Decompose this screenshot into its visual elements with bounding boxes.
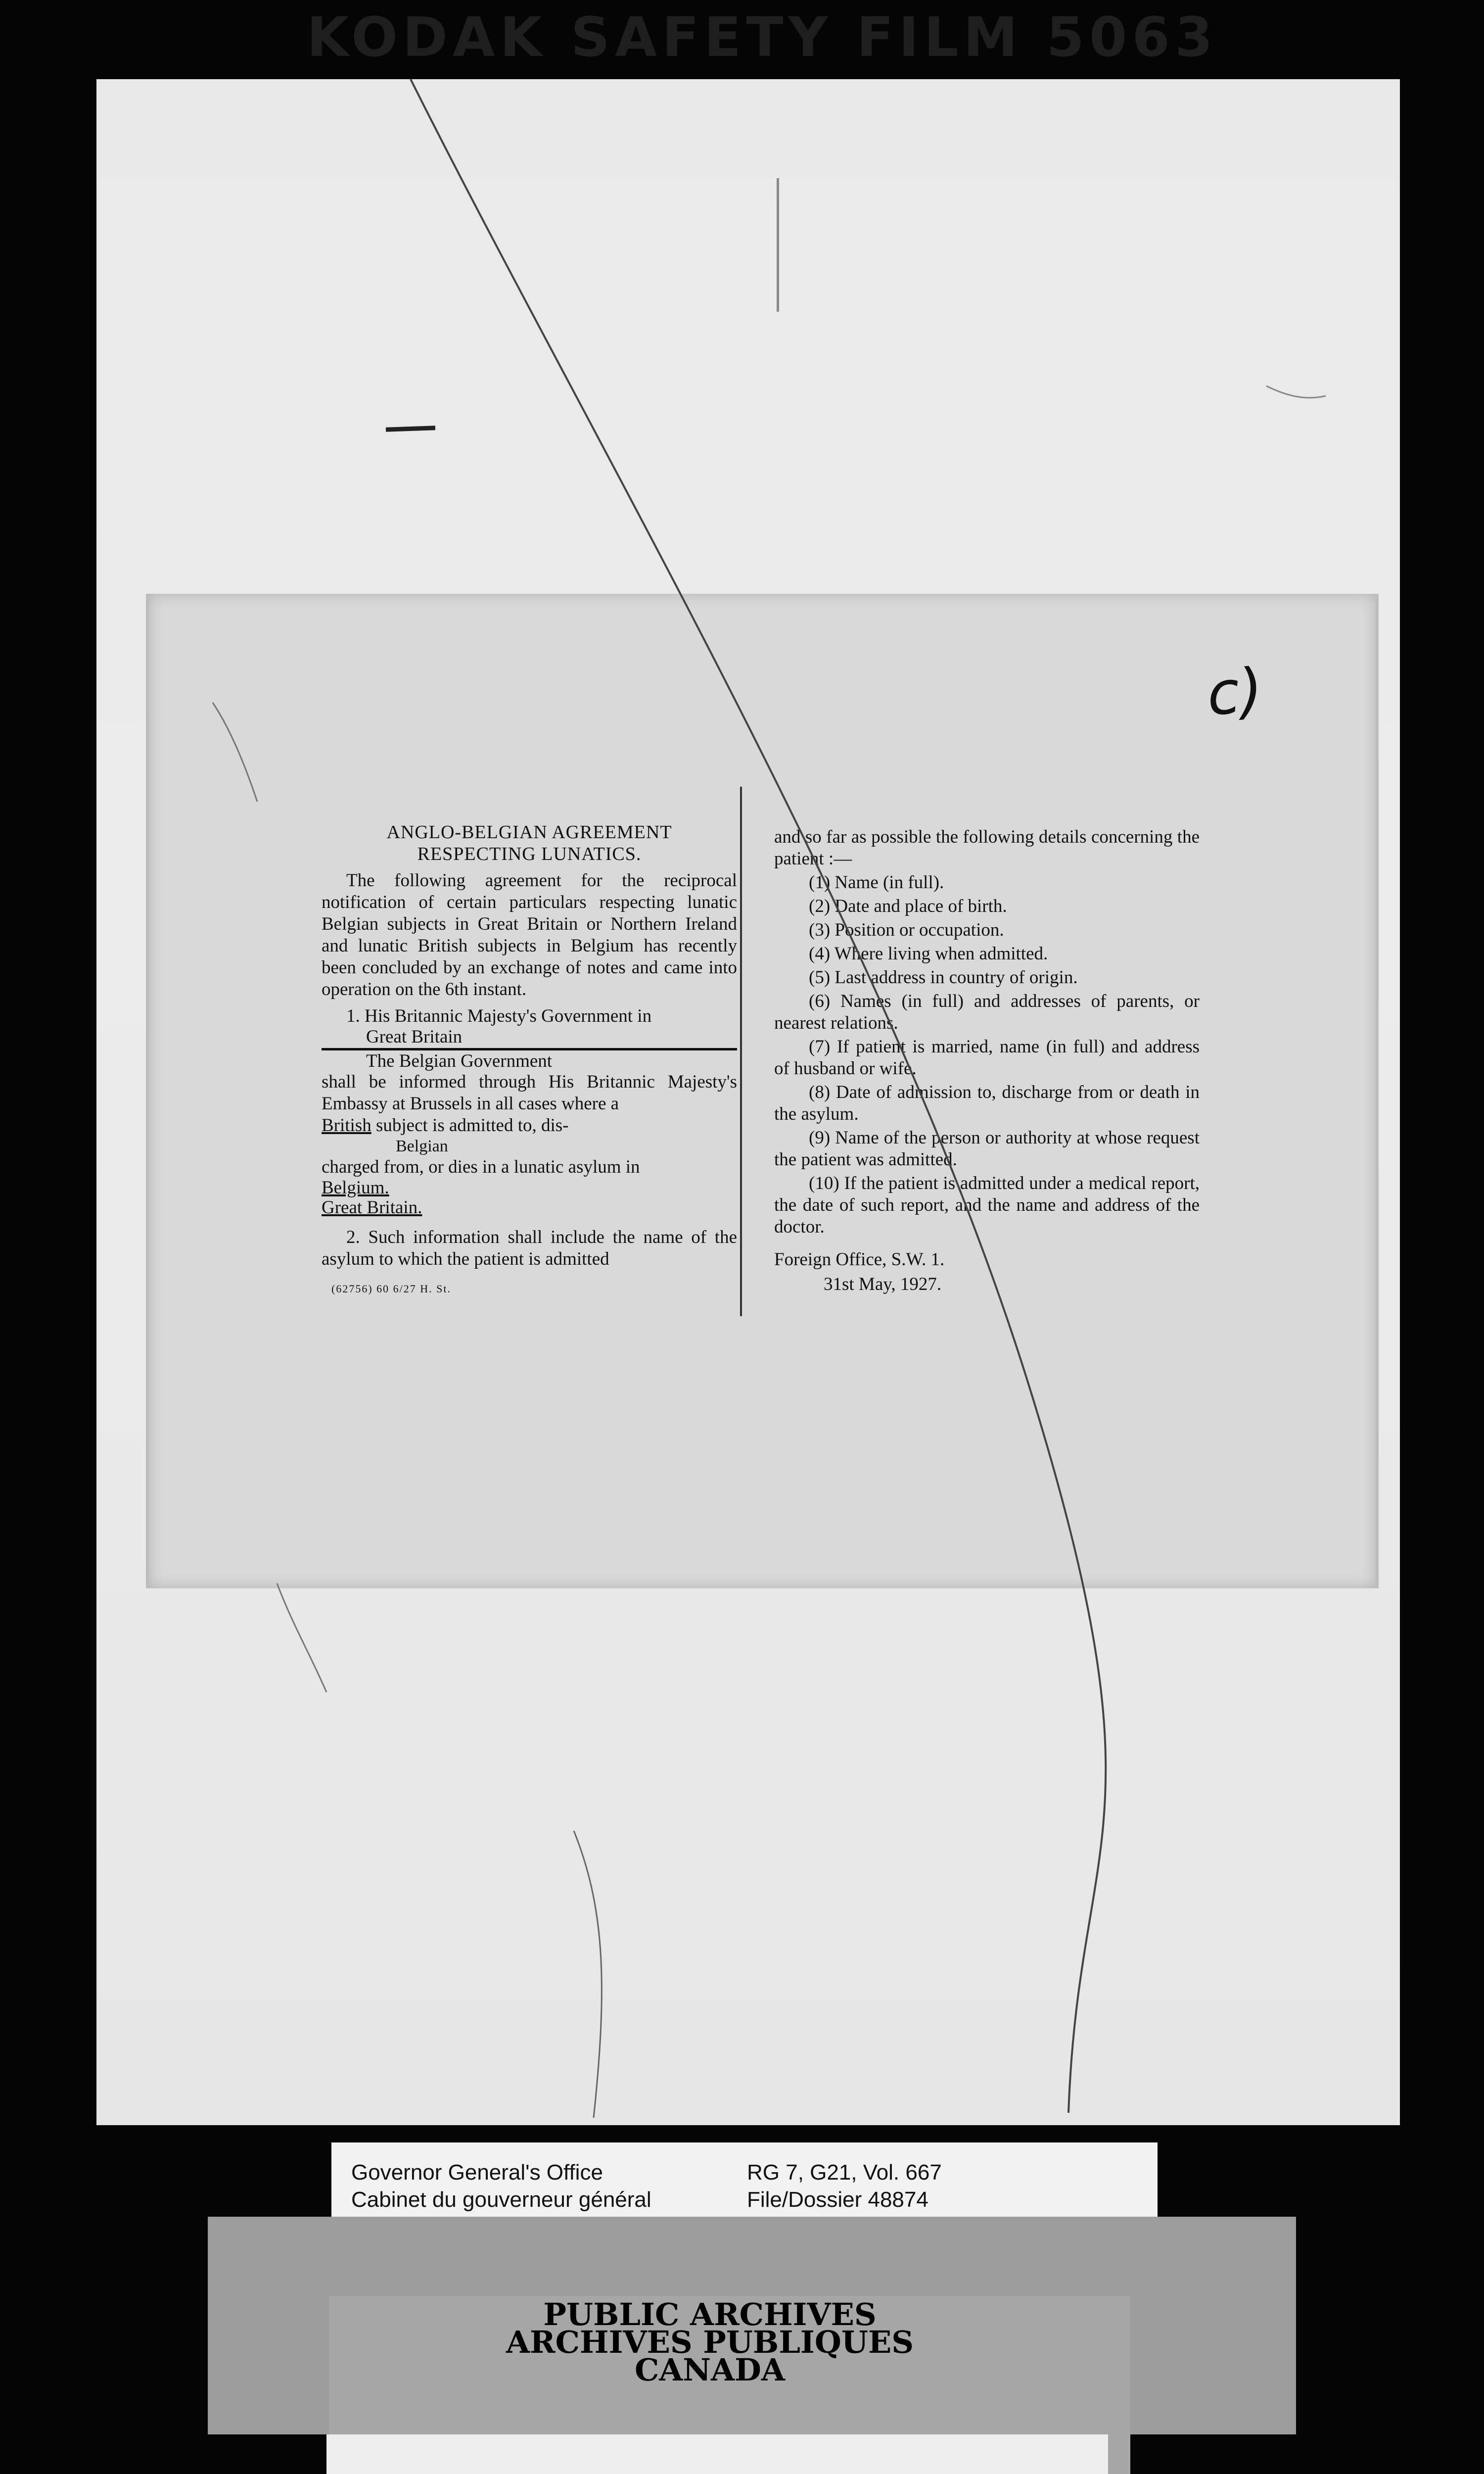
paragraph-1-start: 1. His Britannic Majesty's Government in xyxy=(346,1006,652,1026)
detail-item: (10) If the patient is admitted under a medical report, the date of such report, and the name and address of the doctor. xyxy=(774,1173,1200,1237)
column-divider xyxy=(740,787,742,1316)
amended-british: British xyxy=(322,1115,371,1136)
detail-item: (7) If patient is married, name (in full) and address of husband or wife. xyxy=(774,1037,1200,1079)
signature-office: Foreign Office, S.W. 1. xyxy=(774,1249,945,1270)
signature-date: 31st May, 1927. xyxy=(824,1274,942,1294)
stamp-bottom-strip xyxy=(326,2434,1108,2474)
detail-item: (5) Last address in country of origin. xyxy=(809,967,1078,988)
clipping-right-column xyxy=(774,826,1200,1295)
details-intro: and so far as possible the following details concerning the patient :— xyxy=(774,827,1200,869)
clipping-left-column xyxy=(322,821,737,1300)
stamp-line-1: PUBLIC ARCHIVES xyxy=(543,2296,877,2332)
amended-belgian: Belgian xyxy=(396,1137,448,1155)
intro-paragraph: The following agreement for the reciprocal notification of certain particulars respecting lunatic Belgian subjects in Great Britain or Northern Ireland and lunatic British subjects in Belgium has recently been concluded by an exchange of notes and came into operation on the 6th instant. xyxy=(322,870,737,999)
stamp-line-3: CANADA xyxy=(634,2352,786,2388)
detail-item: (4) Where living when admitted. xyxy=(809,944,1048,964)
paragraph-1-charged: charged from, or dies in a lunatic asylum in xyxy=(322,1157,640,1177)
label-office-fr: Cabinet du gouverneur général xyxy=(351,2188,651,2212)
sheet-fold-line xyxy=(777,178,779,312)
amended-great-britain-2: Great Britain. xyxy=(322,1197,422,1218)
label-office-en: Governor General's Office xyxy=(351,2160,603,2185)
label-file: File/Dossier 48874 xyxy=(747,2188,928,2212)
handwritten-ink-mark: c) xyxy=(1204,655,1266,730)
amended-great-britain: Great Britain xyxy=(366,1027,463,1047)
detail-item: (1) Name (in full). xyxy=(809,872,944,893)
paragraph-1-middle: shall be informed through His Britannic Majesty's Embassy at Brussels in all cases where a xyxy=(322,1072,737,1114)
detail-item: (9) Name of the person or authority at whose request the patient was admitted. xyxy=(774,1128,1200,1170)
paragraph-1-after-british: subject is admitted to, dis- xyxy=(376,1115,569,1136)
detail-item: (3) Position or occupation. xyxy=(809,920,1004,940)
paragraph-2: 2. Such information shall include the name of the asylum to which the patient is admitted xyxy=(322,1227,737,1269)
strike-rule xyxy=(322,1048,737,1050)
archives-stamp-text xyxy=(326,2296,1093,2388)
detail-item: (6) Names (in full) and addresses of parents, or nearest relations. xyxy=(774,991,1200,1033)
amended-belgian-government: The Belgian Government xyxy=(366,1051,553,1071)
film-edge-marking: KODAK SAFETY FILM 5063 xyxy=(307,5,1218,69)
stamp-line-2: ARCHIVES PUBLIQUES xyxy=(506,2324,914,2360)
detail-item: (2) Date and place of birth. xyxy=(809,896,1007,916)
agreement-title-line-1: ANGLO-BELGIAN AGREEMENT xyxy=(386,822,672,843)
printer-code: (62756) 60 6/27 H. St. xyxy=(331,1283,451,1295)
amended-belgium: Belgium. xyxy=(322,1178,389,1198)
agreement-title-line-2: RESPECTING LUNATICS. xyxy=(417,844,642,864)
label-reference: RG 7, G21, Vol. 667 xyxy=(747,2160,942,2185)
detail-item: (8) Date of admission to, discharge from or death in the asylum. xyxy=(774,1082,1200,1124)
